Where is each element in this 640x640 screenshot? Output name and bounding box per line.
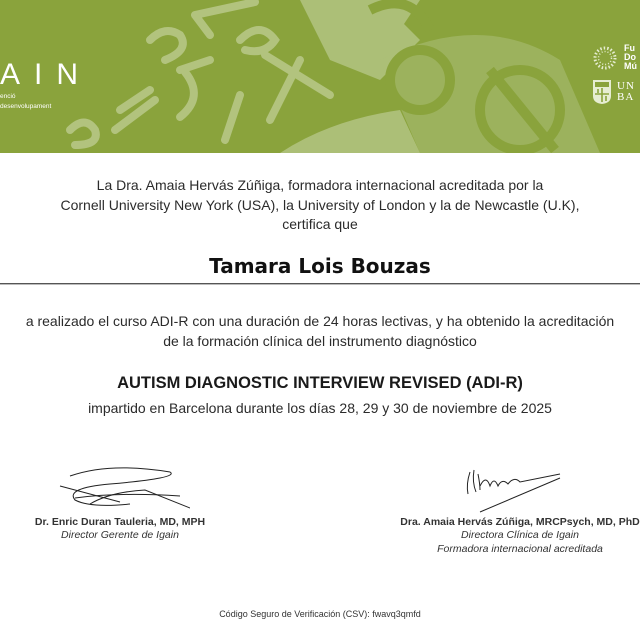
foundation-name-2: Do — [624, 52, 636, 62]
course-dates: impartido en Barcelona durante los días 28, 29 y 30 de noviembre de 2025 — [88, 400, 552, 416]
recipient-name: Tamara Lois Bouzas — [209, 254, 431, 278]
university-name-2: BA — [617, 91, 635, 103]
foundation-logo — [592, 44, 637, 71]
signatory-name: Dr. Enric Duran Tauleria, MD, MPH — [34, 516, 206, 528]
signatory-role: Director Gerente de Igain — [61, 529, 179, 541]
signatory-role-secondary: Formadora internacional acreditada — [437, 543, 603, 555]
signature-block-director — [10, 464, 230, 542]
body-line-2: de la formación clínica del instrumento diagnóstico — [163, 333, 477, 349]
handwritten-signature-2 — [450, 464, 570, 516]
university-crest-icon — [592, 79, 612, 105]
intro-line-1: La Dra. Amaia Hervás Zúñiga, formadora internacional acreditada por la — [96, 177, 544, 193]
decorative-letters-graphic — [0, 0, 640, 153]
signature-block-clinical-director — [370, 464, 640, 556]
igain-logo-text: AIN — [0, 58, 93, 91]
foundation-name-1: Fu — [624, 43, 635, 53]
course-title: AUTISM DIAGNOSTIC INTERVIEW REVISED (ADI-R) — [117, 374, 523, 392]
name-divider — [0, 283, 640, 285]
verification-code: Código Seguro de Verificación (CSV): fwavq3qmfd — [219, 609, 421, 619]
intro-line-2: Cornell University New York (USA), la University of London y la de Newcastle (U.K), — [60, 196, 580, 213]
igain-logo-subtitle-2: desenvolupament — [0, 103, 52, 110]
certifier-statement — [0, 176, 640, 235]
body-line-1: a realizado el curso ADI-R con una duración de 24 horas lectivas, y ha obtenido la acreditación — [25, 313, 615, 329]
signatory-role: Directora Clínica de Igain — [461, 529, 579, 541]
handwritten-signature-1 — [50, 464, 190, 516]
foundation-name-3: Mú — [624, 61, 637, 71]
intro-line-3: certifica que — [282, 216, 358, 232]
partner-logos — [592, 44, 637, 105]
dotted-circle-icon — [592, 45, 618, 71]
achievement-statement — [0, 311, 640, 351]
university-logo — [592, 79, 637, 105]
university-name-1: UN — [617, 80, 635, 92]
header-banner — [0, 0, 640, 153]
igain-logo-subtitle-1: enció — [0, 93, 16, 100]
igain-logo — [0, 60, 92, 110]
signatory-name: Dra. Amaia Hervás Zúñiga, MRCPsych, MD, PhD — [400, 516, 640, 528]
